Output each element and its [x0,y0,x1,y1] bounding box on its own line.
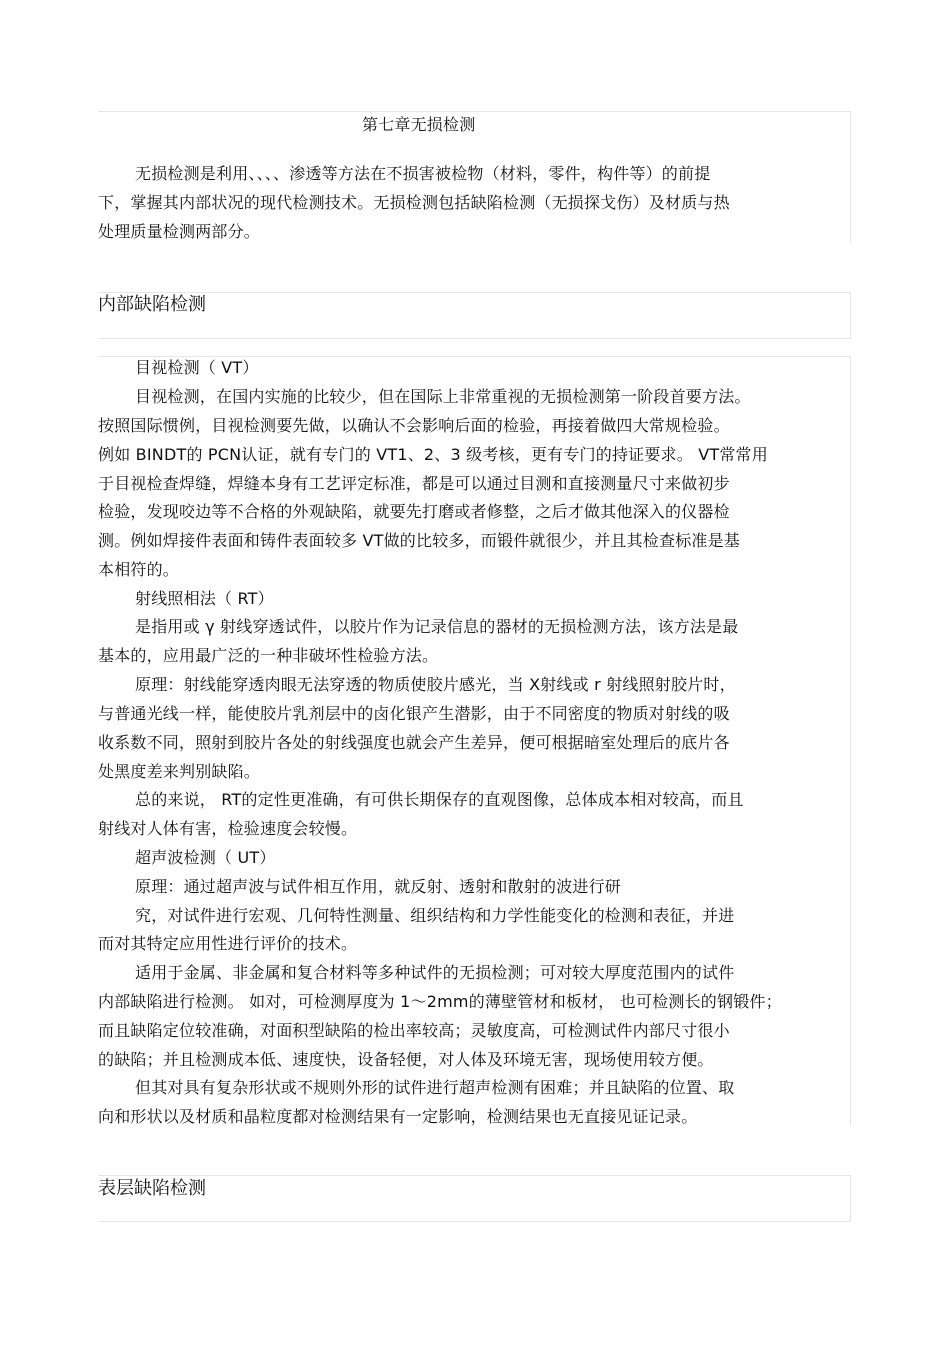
section1-heading: 内部缺陷检测 [98,294,206,315]
para-line: 与普通光线一样，能使胶片乳剂层中的卤化银产生潜影，由于不同密度的物质对射线的吸 [98,704,730,723]
para-line: 处黑度差来判别缺陷。 [98,762,261,781]
para-line: 目视检测，在国内实施的比较少，但在国际上非常重视的无损检测第一阶段首要方法。 [135,387,751,406]
para-line: 究，对试件进行宏观、几何特性测量、组织结构和力学性能变化的检测和表征，并进 [135,906,735,925]
para-line: 是指用或 γ 射线穿透试件，以胶片作为记录信息的器材的无损检测方法，该方法是最 [135,617,739,636]
section1-heading-box [98,292,851,339]
para-line: 收系数不同，照射到胶片各处的射线强度也就会产生差异，便可根据暗室处理后的底片各 [98,733,730,752]
para-line: 于目视检查焊缝，焊缝本身有工艺评定标准，都是可以通过目测和直接测量尺寸来做初步 [98,474,730,493]
para-line: 原理：通过超声波与试件相互作用，就反射、透射和散射的波进行研 [135,877,622,896]
para-line: 而对其特定应用性进行评价的技术。 [98,934,358,953]
para-line: 射线对人体有害，检验速度会较慢。 [98,819,358,838]
para-line: 内部缺陷进行检测。 如对，可检测厚度为 1～2mm的薄壁管材和板材， 也可检测长的钢锻件； [98,992,782,1011]
para-line: 向和形状以及材质和晶粒度都对检测结果有一定影响，检测结果也无直接见证记录。 [98,1107,698,1126]
para-line: 按照国际惯例，目视检测要先做，以确认不会影响后面的检验，再接着做四大常规检验。 [98,416,730,435]
para-line: 适用于金属、非金属和复合材料等多种试件的无损检测；可对较大厚度范围内的试件 [135,963,735,982]
para-line: 检验，发现咬边等不合格的外观缺陷，就要先打磨或者修整，之后才做其他深入的仪器检 [98,502,730,521]
intro-line-2: 下，掌握其内部状况的现代检测技术。无损检测包括缺陷检测（无损探戈伤）及材质与热 [98,193,730,212]
para-line: 基本的，应用最广泛的一种非破坏性检验方法。 [98,646,439,665]
intro-line-1: 无损检测是利用、、、、渗透等方法在不损害被检物（材料，零件，构件等）的前提 [135,164,711,183]
para-line: 的缺陷；并且检测成本低、速度快，设备轻便，对人体及环境无害，现场使用较方便。 [98,1050,714,1069]
para-line: 超声波检测（ UT） [135,848,276,867]
para-line: 原理：射线能穿透肉眼无法穿透的物质使胶片感光，当 X射线或 r 射线照射胶片时， [135,675,736,694]
para-line: 例如 BINDT的 PCN认证，就有专门的 VT1、2、3 级考核，更有专门的持证要求。 VT常常用 [98,445,768,464]
section2-heading-box [98,1175,851,1222]
para-line: 本相符的。 [98,560,180,579]
para-line: 但其对具有复杂形状或不规则外形的试件进行超声检测有困难；并且缺陷的位置、取 [135,1078,735,1097]
para-line: 而且缺陷定位较准确，对面积型缺陷的检出率较高；灵敏度高，可检测试件内部尺寸很小 [98,1021,730,1040]
para-line: 射线照相法（ RT） [135,589,274,608]
intro-line-3: 处理质量检测两部分。 [98,222,261,241]
chapter-title: 第七章无损检测 [362,115,476,134]
para-line: 总的来说， RT的定性更准确，有可供长期保存的直观图像，总体成本相对较高，而且 [135,790,744,809]
para-line: 目视检测（ VT） [135,358,259,377]
section2-heading: 表层缺陷检测 [98,1178,206,1199]
para-line: 测。例如焊接件表面和铸件表面较多 VT做的比较多，而锻件就很少，并且其检查标准是基 [98,531,741,550]
